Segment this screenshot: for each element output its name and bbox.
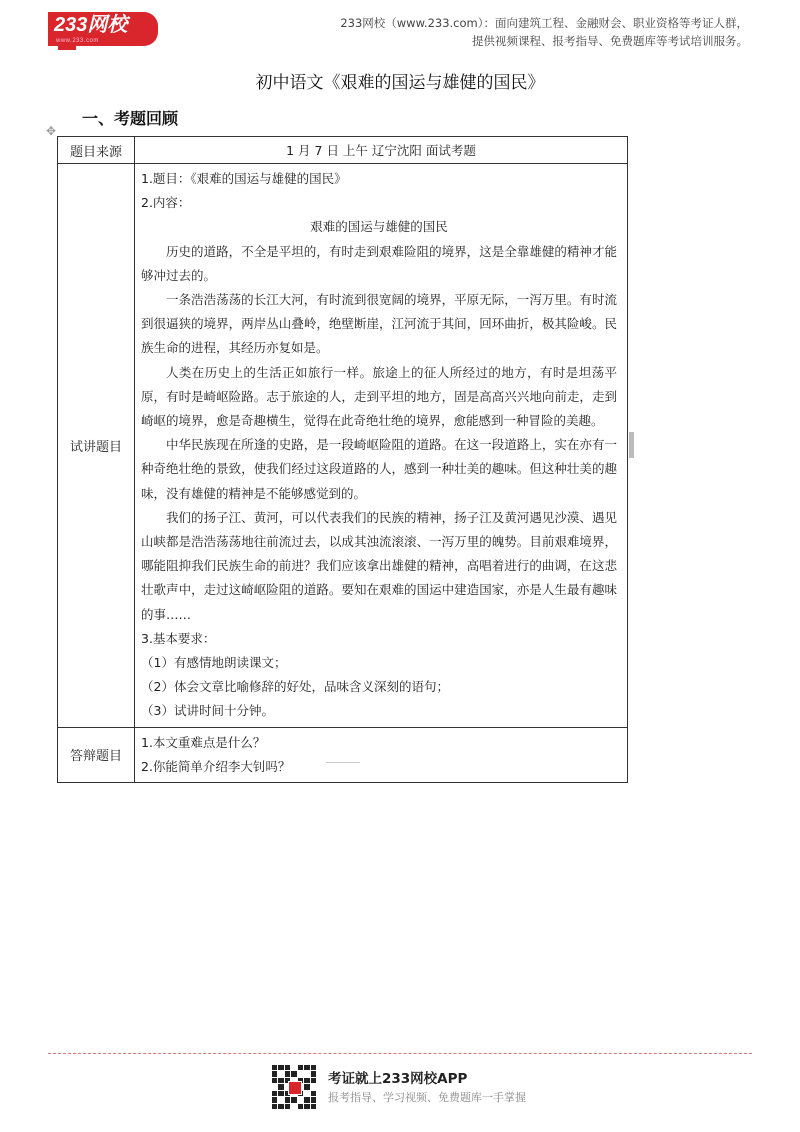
source-label: 题目来源	[58, 137, 135, 164]
exam-table	[57, 136, 628, 783]
table-row-defense	[58, 727, 628, 782]
passage-paragraph: 我们的扬子江、黄河，可以代表我们的民族的精神，扬子江及黄河遇见沙漠、遇见山峡都是浩浩荡荡地往前流过去，以成其浊流滚滚、一泻万里的魄势。目前艰难境界，哪能阻抑我们民族生命的前进？我们应该拿出雄健的精神，高唱着进行的曲调，在这悲壮歌声中，走过这崎岖险阻的道路。要知在艰难的国运中建造国家，亦是人生最有趣味的事……	[141, 509, 617, 622]
table-move-handle-icon[interactable]: ✥	[46, 124, 57, 138]
footer-divider	[48, 1053, 752, 1054]
passage-paragraph: 中华民族现在所逢的史路，是一段崎岖险阻的道路。在这一段道路上，实在亦有一种奇绝壮绝的景致，使我们经过这段道路的人，感到一种壮美的趣味。但这种壮美的趣味，没有雄健的精神是不能够感觉到的。	[141, 437, 617, 501]
trial-item-2: 2.内容：	[141, 195, 191, 211]
table-resize-handle[interactable]	[629, 432, 634, 458]
logo-text: 233网校	[54, 14, 128, 36]
table-bottom-handle[interactable]	[326, 762, 360, 763]
header-tagline-line-1: 233网校（www.233.com）：面向建筑工程、金融财会、职业资格等考证人群，	[340, 16, 748, 30]
logo-url: www.233.com	[56, 38, 99, 44]
trial-item-1: 1.题目：《艰难的国运与雄健的国民》	[141, 171, 347, 186]
header-tagline-line-2: 提供视频课程、报考指导、免费题库等考试培训服务。	[472, 34, 748, 48]
footer-title: 考证就上233网校APP	[328, 1071, 468, 1087]
qr-logo-icon	[288, 1081, 302, 1095]
requirement-item: （3）试讲时间十分钟。	[141, 703, 274, 719]
brand-logo[interactable]	[48, 12, 158, 46]
passage-paragraph: 人类在历史上的生活正如旅行一样。旅途上的征人所经过的地方，有时是坦荡平原，有时是崎岖险路。志于旅途的人，走到平坦的地方，固是高高兴兴地向前走，走到崎岖的境界，愈是奇趣横生，觉得在此奇绝壮绝的境界，愈能感到一种冒险的美趣。	[141, 364, 617, 429]
passage-title: 艰难的国运与雄健的国民	[310, 219, 448, 235]
requirement-item: （1）有感情地朗读课文；	[141, 655, 287, 671]
passage-paragraph: 历史的道路，不全是平坦的，有时走到艰难险阻的境界，这是全靠雄健的精神才能够冲过去的。	[141, 243, 617, 283]
table-row-trial	[58, 164, 628, 728]
trial-item-3: 3.基本要求：	[141, 630, 216, 646]
defense-label: 答辩题目	[58, 727, 135, 782]
document-title: 初中语文《艰难的国运与雄健的国民》	[255, 73, 545, 93]
defense-question: 1.本文重难点是什么？	[141, 734, 266, 750]
trial-label: 试讲题目	[58, 164, 135, 728]
source-value: 1 月 7 日 上午 辽宁沈阳 面试考题	[135, 137, 628, 164]
header-tagline	[268, 14, 748, 50]
defense-content	[135, 727, 628, 782]
logo-underline	[58, 46, 76, 50]
requirement-item: （2）体会文章比喻修辞的好处，品味含义深刻的语句；	[141, 679, 449, 695]
page-header	[0, 0, 800, 60]
trial-content	[135, 164, 628, 728]
table-row-source	[58, 137, 628, 164]
qr-code-icon	[272, 1065, 316, 1109]
footer-subtitle: 报考指导、学习视频、免费题库一手掌握	[328, 1091, 526, 1104]
passage-paragraph: 一条浩浩荡荡的长江大河，有时流到很宽阔的境界，平原无际，一泻万里。有时流到很逼狭的境界，两岸丛山叠岭，绝壁断崖，江河流于其间，回环曲折，极其险峻。民族生命的进程，其经历亦复如是。	[141, 292, 617, 356]
defense-question: 2.你能简单介绍李大钊吗？	[141, 758, 291, 774]
section-heading: 一、考题回顾	[82, 109, 179, 128]
